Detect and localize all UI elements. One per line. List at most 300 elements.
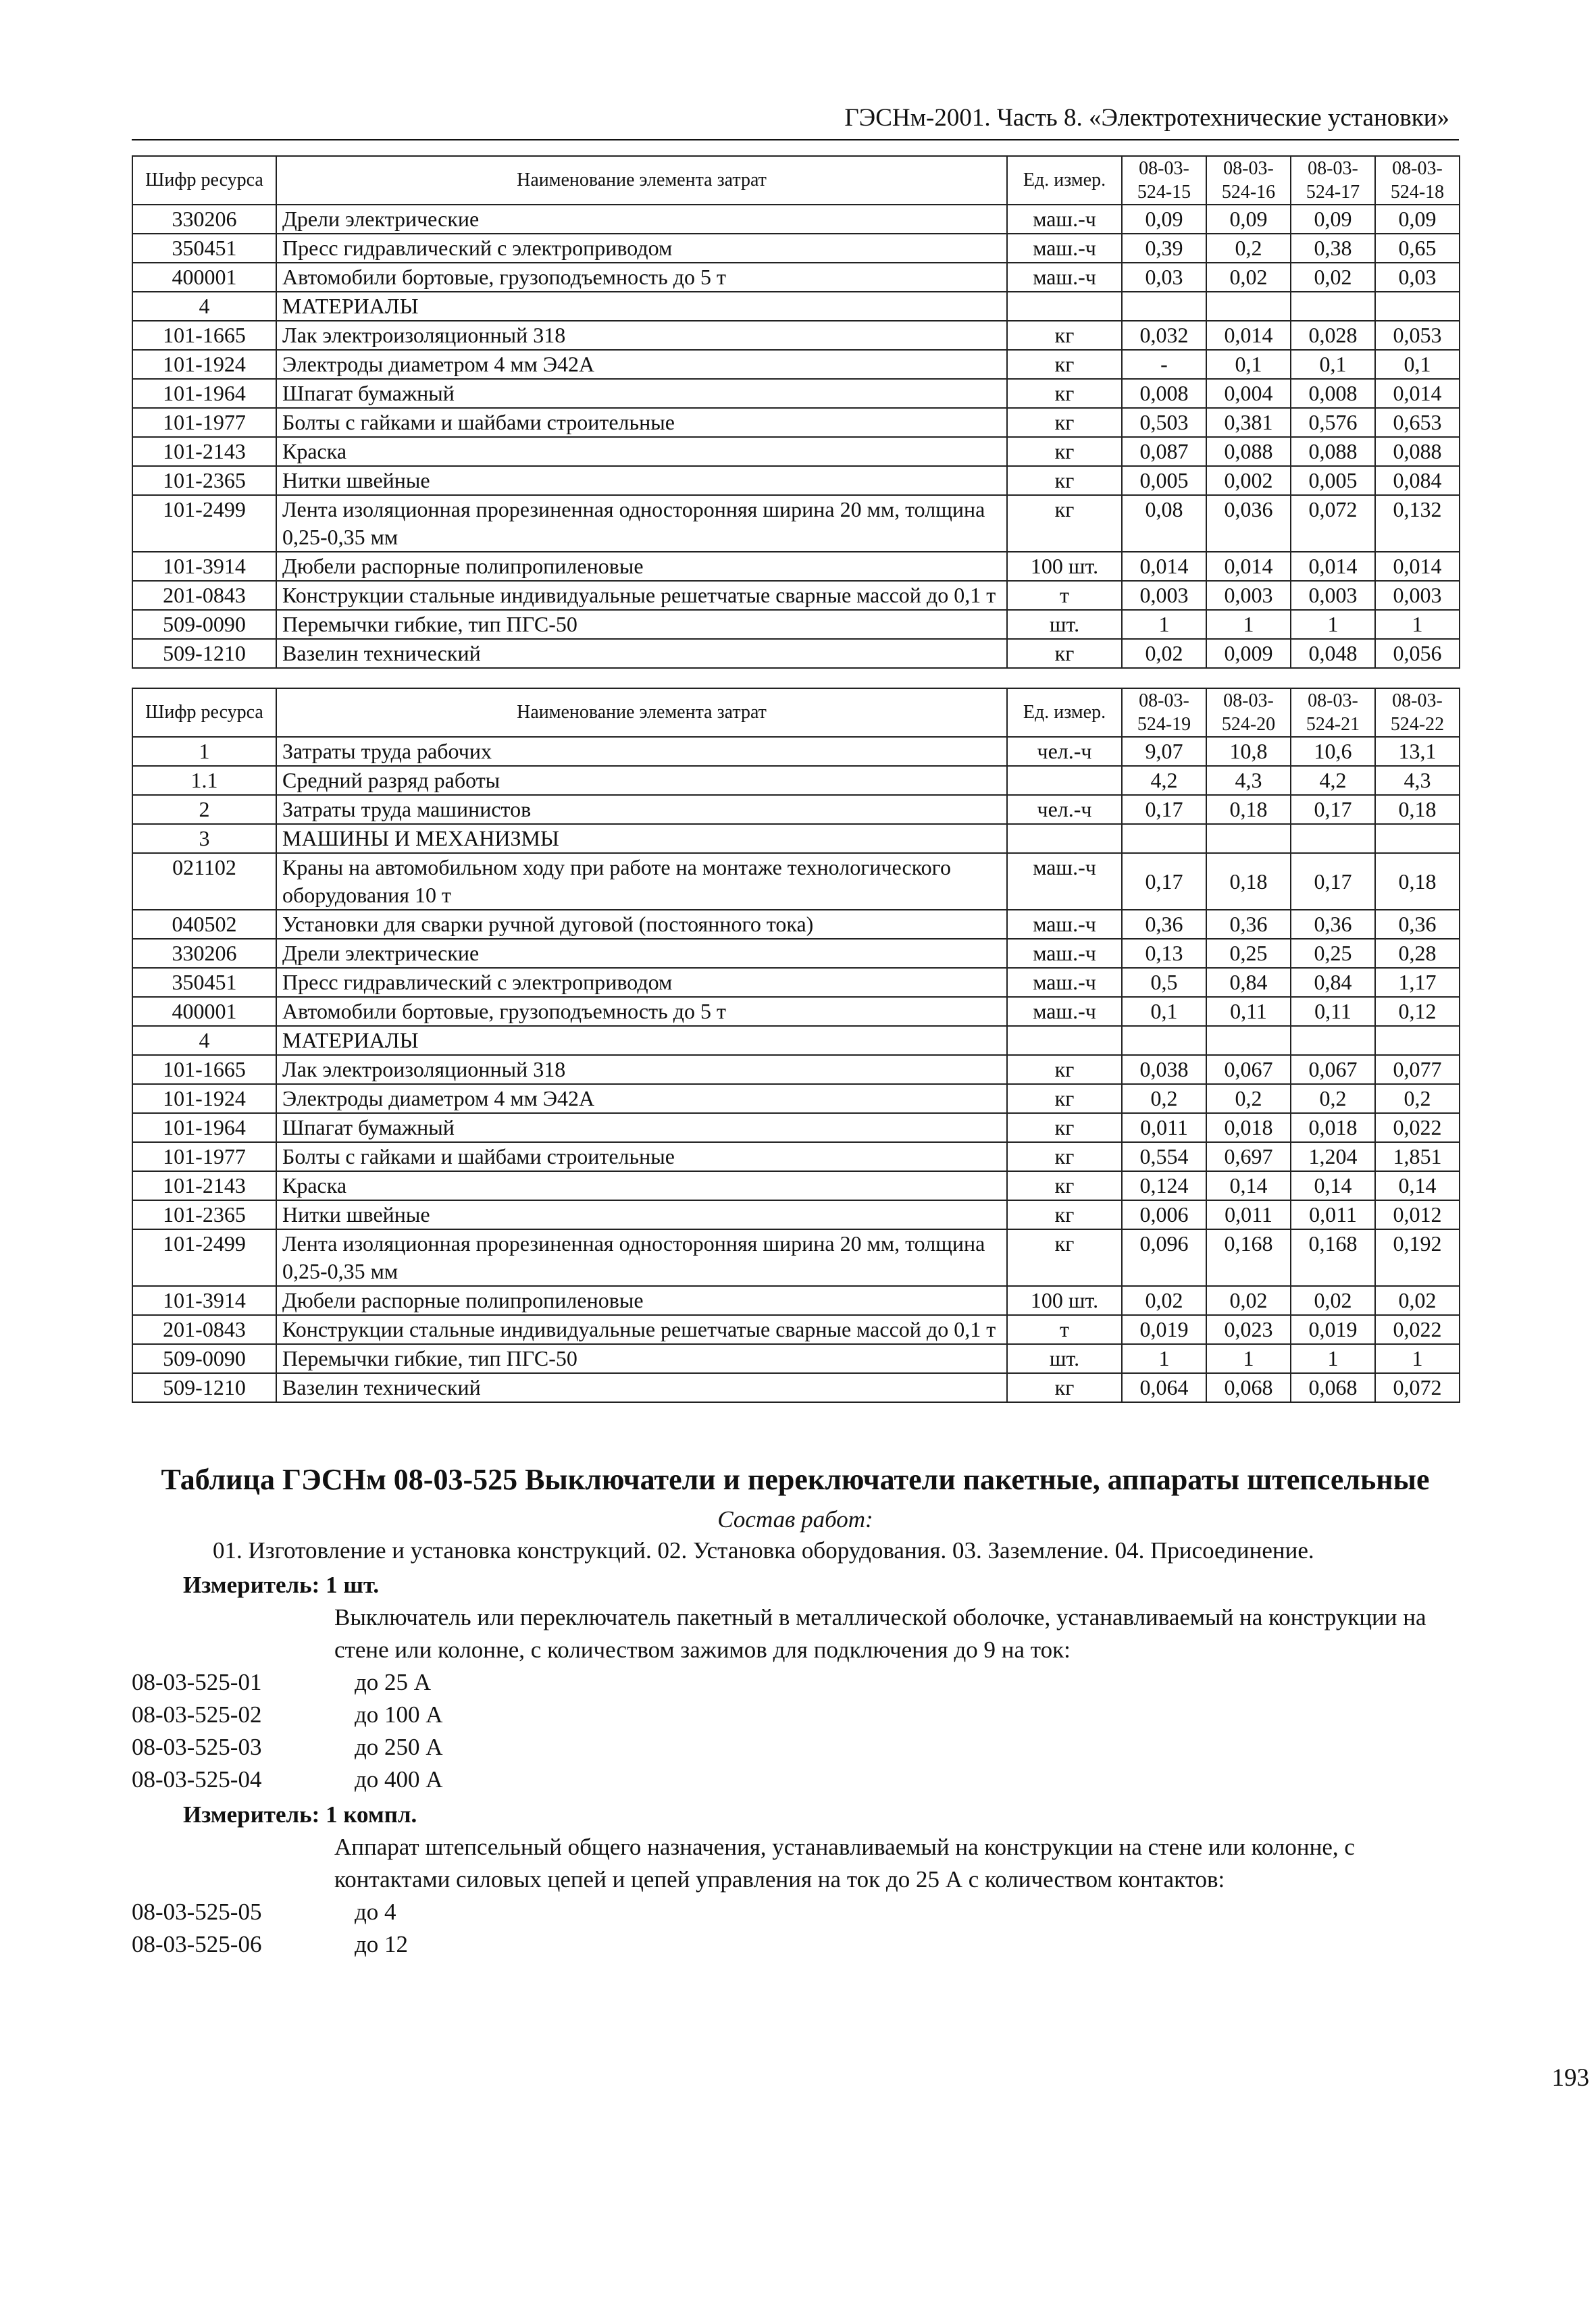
table-row <box>132 408 1460 437</box>
norm-value-cell: 0,02 <box>1122 639 1206 668</box>
table-row <box>132 321 1460 350</box>
norm-value-cell: 0,005 <box>1291 466 1375 495</box>
norm-value-cell: 0,023 <box>1206 1315 1291 1344</box>
resource-name-cell: Лак электроизоляционный 318 <box>276 1055 1007 1084</box>
unit-cell: чел.-ч <box>1007 795 1122 824</box>
norm-value-cell: 0,14 <box>1375 1171 1460 1200</box>
table-row <box>132 910 1460 939</box>
column-header-name: Наименование элемента затрат <box>276 688 1007 737</box>
norm-value-cell: 1 <box>1122 610 1206 639</box>
resource-code-cell: 330206 <box>132 205 276 234</box>
norm-value-cell: 0,1 <box>1375 350 1460 379</box>
resource-code-cell: 2 <box>132 795 276 824</box>
table-title: Таблица ГЭСНм 08-03-525 Выключатели и переключатели пакетные, аппараты штепсельные <box>161 1463 1430 1496</box>
list-item <box>132 1764 1459 1796</box>
unit-cell <box>1007 824 1122 853</box>
resource-code-cell: 101-2365 <box>132 1200 276 1229</box>
norm-value-cell: 0,048 <box>1291 639 1375 668</box>
norm-value-cell <box>1375 824 1460 853</box>
norm-value-cell: 0,2 <box>1291 1084 1375 1113</box>
unit-cell: кг <box>1007 1055 1122 1084</box>
resource-name-cell: Электроды диаметром 4 мм Э42А <box>276 350 1007 379</box>
list-item <box>132 1666 1459 1699</box>
norm-value-cell: 0,02 <box>1122 1286 1206 1315</box>
norm-value-cell <box>1206 824 1291 853</box>
resource-table-2 <box>132 688 1460 1403</box>
column-header-norm: 08-03-524-21 <box>1291 688 1375 737</box>
norm-value-cell: 0,2 <box>1375 1084 1460 1113</box>
norm-value-cell: 0,009 <box>1206 639 1291 668</box>
norm-value-cell: 0,17 <box>1291 853 1375 910</box>
column-header-norm: 08-03-524-17 <box>1291 156 1375 205</box>
norm-value-cell: 0,653 <box>1375 408 1460 437</box>
norm-value-cell: 0,02 <box>1206 263 1291 292</box>
norm-value-cell: 0,38 <box>1291 234 1375 263</box>
norm-value-cell: 0,39 <box>1122 234 1206 263</box>
norm-value-cell: 4,3 <box>1206 766 1291 795</box>
norm-value-cell: 0,096 <box>1122 1229 1206 1286</box>
norm-value-cell: 0,17 <box>1291 795 1375 824</box>
unit-cell: кг <box>1007 379 1122 408</box>
resource-name-cell: Шпагат бумажный <box>276 1113 1007 1142</box>
item-value: до 4 <box>355 1899 396 1925</box>
unit-cell <box>1007 766 1122 795</box>
norm-value-cell: 0,84 <box>1291 968 1375 997</box>
resource-code-cell: 509-0090 <box>132 1344 276 1373</box>
norm-value-cell: 0,002 <box>1206 466 1291 495</box>
norm-value-cell: 10,8 <box>1206 737 1291 766</box>
resource-code-cell: 509-0090 <box>132 610 276 639</box>
resource-name-cell: Вазелин технический <box>276 639 1007 668</box>
unit-cell: шт. <box>1007 610 1122 639</box>
unit-cell: кг <box>1007 408 1122 437</box>
item-code: 08-03-525-02 <box>132 1701 262 1728</box>
norm-value-cell: 1 <box>1291 1344 1375 1373</box>
measure-label: Измеритель: 1 шт. <box>183 1572 380 1598</box>
norm-value-cell: 0,038 <box>1122 1055 1206 1084</box>
resource-code-cell: 400001 <box>132 997 276 1026</box>
norm-value-cell: 0,09 <box>1206 205 1291 234</box>
norm-value-cell: 13,1 <box>1375 737 1460 766</box>
norm-value-cell <box>1206 1026 1291 1055</box>
norm-value-cell: 0,168 <box>1291 1229 1375 1286</box>
resource-name-cell: Лента изоляционная прорезиненная односторонняя ширина 20 мм, толщина 0,25-0,35 мм <box>276 1229 1007 1286</box>
norm-value-cell: 0,36 <box>1122 910 1206 939</box>
norm-value-cell: 0,65 <box>1375 234 1460 263</box>
section-row <box>132 292 1460 321</box>
norm-value-cell: 0,068 <box>1206 1373 1291 1402</box>
resource-code-cell: 040502 <box>132 910 276 939</box>
norm-value-cell: 0,554 <box>1122 1142 1206 1171</box>
item-value: до 12 <box>355 1931 409 1957</box>
norm-value-cell: 0,576 <box>1291 408 1375 437</box>
unit-cell: т <box>1007 581 1122 610</box>
norm-value-cell: 0,11 <box>1206 997 1291 1026</box>
document-page <box>132 101 1459 1961</box>
norm-value-cell: 0,2 <box>1206 234 1291 263</box>
item-code: 08-03-525-05 <box>132 1899 262 1925</box>
norm-value-cell <box>1122 1026 1206 1055</box>
norm-value-cell: 0,072 <box>1375 1373 1460 1402</box>
resource-name-cell: Краны на автомобильном ходу при работе на монтаже технологического оборудования 10 т <box>276 853 1007 910</box>
column-header-name: Наименование элемента затрат <box>276 156 1007 205</box>
unit-cell: кг <box>1007 1200 1122 1229</box>
norm-value-cell: 0,014 <box>1206 321 1291 350</box>
resource-name-cell: Шпагат бумажный <box>276 379 1007 408</box>
norm-value-cell: 0,02 <box>1291 263 1375 292</box>
norm-value-cell: 0,12 <box>1375 997 1460 1026</box>
unit-cell: кг <box>1007 1084 1122 1113</box>
unit-cell: кг <box>1007 321 1122 350</box>
resource-code-cell: 101-1665 <box>132 321 276 350</box>
norm-value-cell: 0,022 <box>1375 1315 1460 1344</box>
resource-name-cell: Нитки швейные <box>276 466 1007 495</box>
unit-cell: маш.-ч <box>1007 205 1122 234</box>
item-value: до 400 А <box>355 1766 443 1793</box>
column-header-norm: 08-03-524-19 <box>1122 688 1206 737</box>
norm-value-cell: 0,17 <box>1122 853 1206 910</box>
resource-name-cell: Пресс гидравлический с электроприводом <box>276 234 1007 263</box>
unit-cell: шт. <box>1007 1344 1122 1373</box>
norm-value-cell: 0,36 <box>1375 910 1460 939</box>
norm-value-cell: 1 <box>1291 610 1375 639</box>
unit-cell: кг <box>1007 639 1122 668</box>
resource-code-cell: 101-1924 <box>132 350 276 379</box>
norm-value-cell: 0,09 <box>1375 205 1460 234</box>
unit-cell: маш.-ч <box>1007 234 1122 263</box>
unit-cell: 100 шт. <box>1007 1286 1122 1315</box>
unit-cell: маш.-ч <box>1007 939 1122 968</box>
norm-value-cell: 0,09 <box>1122 205 1206 234</box>
norm-value-cell: 0,084 <box>1375 466 1460 495</box>
norm-value-cell: 0,014 <box>1206 552 1291 581</box>
table-row <box>132 437 1460 466</box>
column-header-unit: Ед. измер. <box>1007 688 1122 737</box>
norm-value-cell: 0,088 <box>1291 437 1375 466</box>
norm-value-cell: 1 <box>1206 610 1291 639</box>
norm-value-cell: 0,003 <box>1291 581 1375 610</box>
norm-value-cell: 0,014 <box>1375 379 1460 408</box>
unit-cell: маш.-ч <box>1007 968 1122 997</box>
norm-value-cell: 0,003 <box>1375 581 1460 610</box>
norm-value-cell: 0,08 <box>1122 495 1206 552</box>
resource-name-cell: Болты с гайками и шайбами строительные <box>276 408 1007 437</box>
column-header-norm: 08-03-524-16 <box>1206 156 1291 205</box>
norm-value-cell: 0,028 <box>1291 321 1375 350</box>
column-header-code: Шифр ресурса <box>132 688 276 737</box>
norm-value-cell <box>1122 292 1206 321</box>
norm-value-cell: 0,09 <box>1291 205 1375 234</box>
section-row <box>132 824 1460 853</box>
norm-value-cell: 0,014 <box>1291 552 1375 581</box>
table-row <box>132 1113 1460 1142</box>
norm-value-cell: 1 <box>1375 610 1460 639</box>
column-header-norm: 08-03-524-20 <box>1206 688 1291 737</box>
norm-value-cell: 0,014 <box>1375 552 1460 581</box>
header-rule <box>132 139 1459 140</box>
norm-value-cell: 0,2 <box>1122 1084 1206 1113</box>
column-header-code: Шифр ресурса <box>132 156 276 205</box>
resource-name-cell: Краска <box>276 1171 1007 1200</box>
norm-value-cell: 0,25 <box>1206 939 1291 968</box>
norm-value-cell: 0,17 <box>1122 795 1206 824</box>
norm-value-cell: 0,02 <box>1375 1286 1460 1315</box>
resource-code-cell: 350451 <box>132 234 276 263</box>
norm-value-cell: 1,17 <box>1375 968 1460 997</box>
norm-value-cell: 0,03 <box>1375 263 1460 292</box>
norm-value-cell: 0,005 <box>1122 466 1206 495</box>
norm-value-cell: 0,1 <box>1122 997 1206 1026</box>
norm-value-cell: 4,3 <box>1375 766 1460 795</box>
norm-value-cell: 0,168 <box>1206 1229 1291 1286</box>
table-row <box>132 1344 1460 1373</box>
norm-value-cell: 0,84 <box>1206 968 1291 997</box>
norm-value-cell: 0,087 <box>1122 437 1206 466</box>
resource-code-cell: 3 <box>132 824 276 853</box>
norm-value-cell: 0,018 <box>1291 1113 1375 1142</box>
measure-group-1 <box>132 1569 1459 1796</box>
composition-text: 01. Изготовление и установка конструкций. 02. Установка оборудования. 03. Заземление. 04. Присоединение. <box>213 1537 1314 1564</box>
column-header-norm: 08-03-524-22 <box>1375 688 1460 737</box>
resource-name-cell: Конструкции стальные индивидуальные решетчатые сварные массой до 0,1 т <box>276 581 1007 610</box>
unit-cell: кг <box>1007 350 1122 379</box>
resource-code-cell: 509-1210 <box>132 1373 276 1402</box>
table-row <box>132 853 1460 910</box>
item-code: 08-03-525-04 <box>132 1766 262 1793</box>
norm-value-cell: 0,012 <box>1375 1200 1460 1229</box>
unit-cell <box>1007 1026 1122 1055</box>
resource-code-cell: 101-3914 <box>132 552 276 581</box>
norm-value-cell: 1,851 <box>1375 1142 1460 1171</box>
resource-code-cell: 101-1665 <box>132 1055 276 1084</box>
item-value: до 100 А <box>355 1701 443 1728</box>
norm-value-cell <box>1375 292 1460 321</box>
table-row <box>132 1142 1460 1171</box>
resource-name-cell: Автомобили бортовые, грузоподъемность до 5 т <box>276 997 1007 1026</box>
resource-code-cell: 350451 <box>132 968 276 997</box>
norm-value-cell: 0,019 <box>1122 1315 1206 1344</box>
measure-group-2 <box>132 1799 1459 1961</box>
resource-table-1 <box>132 155 1460 669</box>
resource-name-cell: Пресс гидравлический с электроприводом <box>276 968 1007 997</box>
norm-value-cell: 1 <box>1122 1344 1206 1373</box>
table-row <box>132 234 1460 263</box>
norm-value-cell: 0,132 <box>1375 495 1460 552</box>
norm-value-cell: 0,381 <box>1206 408 1291 437</box>
resource-code-cell: 021102 <box>132 853 276 910</box>
norm-value-cell: 0,5 <box>1122 968 1206 997</box>
resource-code-cell: 201-0843 <box>132 581 276 610</box>
unit-cell: кг <box>1007 1373 1122 1402</box>
norm-value-cell: 0,192 <box>1375 1229 1460 1286</box>
table-row <box>132 466 1460 495</box>
table-header-row <box>132 688 1460 737</box>
norm-value-cell: 4,2 <box>1291 766 1375 795</box>
resource-name-cell: МАТЕРИАЛЫ <box>276 1026 1007 1055</box>
resource-name-cell: Краска <box>276 437 1007 466</box>
unit-cell: маш.-ч <box>1007 910 1122 939</box>
norm-value-cell: 0,068 <box>1291 1373 1375 1402</box>
resource-code-cell: 330206 <box>132 939 276 968</box>
norm-value-cell: 0,032 <box>1122 321 1206 350</box>
norm-value-cell: 0,14 <box>1206 1171 1291 1200</box>
table-row <box>132 968 1460 997</box>
table-row <box>132 1171 1460 1200</box>
item-code: 08-03-525-03 <box>132 1734 262 1760</box>
resource-code-cell: 1.1 <box>132 766 276 795</box>
unit-cell: маш.-ч <box>1007 853 1122 910</box>
table-row <box>132 263 1460 292</box>
norm-value-cell: 0,18 <box>1206 853 1291 910</box>
resource-name-cell: Затраты труда машинистов <box>276 795 1007 824</box>
norm-value-cell: 0,18 <box>1375 853 1460 910</box>
table-row <box>132 737 1460 766</box>
section-row <box>132 1026 1460 1055</box>
resource-name-cell: Лента изоляционная прорезиненная односторонняя ширина 20 мм, толщина 0,25-0,35 мм <box>276 495 1007 552</box>
unit-cell: маш.-ч <box>1007 263 1122 292</box>
norm-value-cell: 0,077 <box>1375 1055 1460 1084</box>
list-item <box>132 1928 1459 1961</box>
norm-value-cell: 0,02 <box>1291 1286 1375 1315</box>
table-row <box>132 350 1460 379</box>
norm-value-cell: 0,18 <box>1206 795 1291 824</box>
norm-value-cell: 0,053 <box>1375 321 1460 350</box>
table-row <box>132 1055 1460 1084</box>
item-value: до 25 А <box>355 1669 432 1695</box>
resource-name-cell: Дюбели распорные полипропиленовые <box>276 552 1007 581</box>
norm-value-cell: 0,25 <box>1291 939 1375 968</box>
norm-value-cell: 0,003 <box>1122 581 1206 610</box>
resource-code-cell: 101-2143 <box>132 1171 276 1200</box>
norm-value-cell: 1,204 <box>1291 1142 1375 1171</box>
table-body <box>132 737 1460 1402</box>
resource-name-cell: Автомобили бортовые, грузоподъемность до 5 т <box>276 263 1007 292</box>
unit-cell: 100 шт. <box>1007 552 1122 581</box>
table-row <box>132 795 1460 824</box>
unit-cell: т <box>1007 1315 1122 1344</box>
norm-value-cell: 0,067 <box>1206 1055 1291 1084</box>
norm-value-cell: 0,1 <box>1206 350 1291 379</box>
norm-value-cell: 0,13 <box>1122 939 1206 968</box>
resource-code-cell: 4 <box>132 1026 276 1055</box>
norm-value-cell <box>1122 824 1206 853</box>
norm-value-cell: 0,011 <box>1291 1200 1375 1229</box>
norm-value-cell: 0,064 <box>1122 1373 1206 1402</box>
table-row <box>132 766 1460 795</box>
norm-value-cell: 0,067 <box>1291 1055 1375 1084</box>
norm-value-cell: 1 <box>1375 1344 1460 1373</box>
list-item <box>132 1896 1459 1928</box>
norm-value-cell: 0,011 <box>1206 1200 1291 1229</box>
norm-value-cell: 9,07 <box>1122 737 1206 766</box>
resource-code-cell: 4 <box>132 292 276 321</box>
table-row <box>132 1229 1460 1286</box>
resource-name-cell: Конструкции стальные индивидуальные решетчатые сварные массой до 0,1 т <box>276 1315 1007 1344</box>
norm-value-cell: 0,28 <box>1375 939 1460 968</box>
norm-value-cell: 0,18 <box>1375 795 1460 824</box>
norm-value-cell: 0,2 <box>1206 1084 1291 1113</box>
table-row <box>132 639 1460 668</box>
column-header-norm: 08-03-524-15 <box>1122 156 1206 205</box>
item-code: 08-03-525-01 <box>132 1669 262 1695</box>
resource-name-cell: Дрели электрические <box>276 939 1007 968</box>
resource-name-cell: Установки для сварки ручной дуговой (постоянного тока) <box>276 910 1007 939</box>
resource-name-cell: Перемычки гибкие, тип ПГС-50 <box>276 1344 1007 1373</box>
column-header-norm: 08-03-524-18 <box>1375 156 1460 205</box>
resource-name-cell: Лак электроизоляционный 318 <box>276 321 1007 350</box>
unit-cell: чел.-ч <box>1007 737 1122 766</box>
norm-value-cell: 0,14 <box>1291 1171 1375 1200</box>
table-row <box>132 610 1460 639</box>
resource-code-cell: 400001 <box>132 263 276 292</box>
table-row <box>132 1315 1460 1344</box>
norm-value-cell: 0,018 <box>1206 1113 1291 1142</box>
resource-name-cell: Нитки швейные <box>276 1200 1007 1229</box>
norm-value-cell <box>1291 824 1375 853</box>
table-row <box>132 581 1460 610</box>
measure-label: Измеритель: 1 компл. <box>183 1801 417 1828</box>
resource-code-cell: 101-1977 <box>132 1142 276 1171</box>
item-description: Выключатель или переключатель пакетный в металлической оболочке, устанавливаемый на конструкции на стене или колонне, с количеством зажимов для подключения до 9 на ток: <box>334 1604 1426 1663</box>
norm-value-cell: 0,019 <box>1291 1315 1375 1344</box>
composition-heading: Состав работ: <box>717 1506 873 1533</box>
resource-code-cell: 201-0843 <box>132 1315 276 1344</box>
norm-value-cell: 0,006 <box>1122 1200 1206 1229</box>
norm-value-cell: 0,004 <box>1206 379 1291 408</box>
resource-name-cell: МАШИНЫ И МЕХАНИЗМЫ <box>276 824 1007 853</box>
table-row <box>132 997 1460 1026</box>
resource-code-cell: 101-1924 <box>132 1084 276 1113</box>
column-header-unit: Ед. измер. <box>1007 156 1122 205</box>
unit-cell: кг <box>1007 1142 1122 1171</box>
norm-value-cell <box>1375 1026 1460 1055</box>
unit-cell: маш.-ч <box>1007 997 1122 1026</box>
resource-name-cell: Дюбели распорные полипропиленовые <box>276 1286 1007 1315</box>
resource-name-cell: МАТЕРИАЛЫ <box>276 292 1007 321</box>
resource-code-cell: 101-1977 <box>132 408 276 437</box>
resource-code-cell: 101-1964 <box>132 1113 276 1142</box>
resource-code-cell: 101-2499 <box>132 1229 276 1286</box>
norm-value-cell <box>1291 292 1375 321</box>
item-value: до 250 А <box>355 1734 443 1760</box>
list-item <box>132 1699 1459 1731</box>
table-row <box>132 1084 1460 1113</box>
table-row <box>132 205 1460 234</box>
norm-value-cell: 10,6 <box>1291 737 1375 766</box>
table-row <box>132 1373 1460 1402</box>
resource-code-cell: 101-2143 <box>132 437 276 466</box>
norm-value-cell: 0,072 <box>1291 495 1375 552</box>
norm-value-cell: 1 <box>1206 1344 1291 1373</box>
norm-value-cell: 0,036 <box>1206 495 1291 552</box>
table-row <box>132 1286 1460 1315</box>
norm-value-cell: 0,014 <box>1122 552 1206 581</box>
norm-value-cell: 0,008 <box>1122 379 1206 408</box>
table-row <box>132 552 1460 581</box>
norm-value-cell: 0,11 <box>1291 997 1375 1026</box>
norm-value-cell: 0,022 <box>1375 1113 1460 1142</box>
resource-code-cell: 101-3914 <box>132 1286 276 1315</box>
unit-cell: кг <box>1007 495 1122 552</box>
resource-code-cell: 101-2499 <box>132 495 276 552</box>
norm-value-cell: 0,1 <box>1291 350 1375 379</box>
table-row <box>132 495 1460 552</box>
table-body <box>132 205 1460 668</box>
norm-value-cell: 0,03 <box>1122 263 1206 292</box>
norm-value-cell: 0,503 <box>1122 408 1206 437</box>
unit-cell: кг <box>1007 1171 1122 1200</box>
unit-cell <box>1007 292 1122 321</box>
